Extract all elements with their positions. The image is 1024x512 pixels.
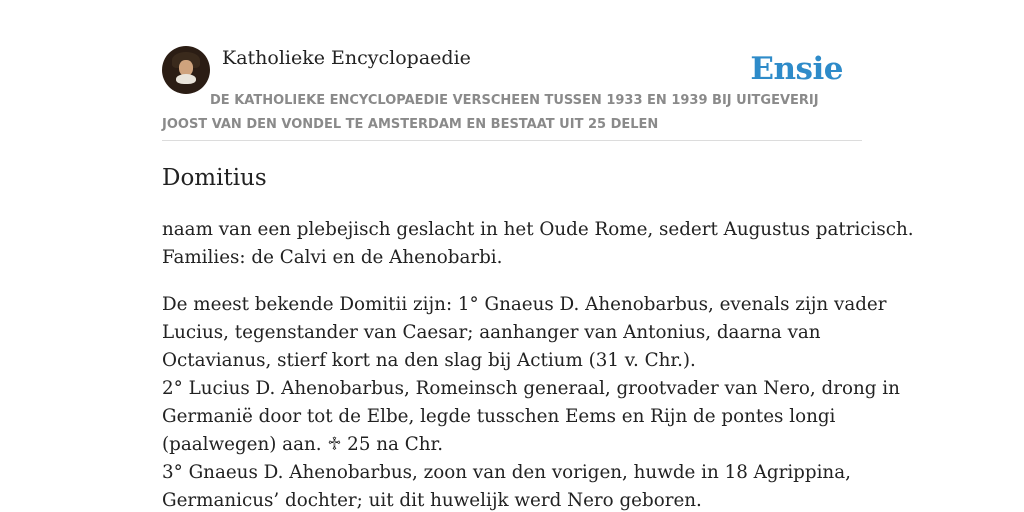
paragraph-line: Germanicus’ dochter; uit dit huwelijk werd Nero geboren. — [162, 490, 702, 511]
paragraph-line: (paalwegen) aan. ♱ 25 na Chr. — [162, 434, 444, 455]
paragraph-line: 3° Gnaeus D. Ahenobarbus, zoon van den vorigen, huwde in 18 Agrippina, — [162, 462, 851, 483]
site-header — [162, 0, 862, 141]
site-description: DE KATHOLIEKE ENCYCLOPAEDIE VERSCHEEN TUSSEN 1933 EN 1939 BIJ UITGEVERIJ JOOST VAN DEN VONDEL TE AMSTERDAM EN BESTAAT UIT 25 DELEN — [162, 93, 819, 132]
site-title-link[interactable]: Katholieke Encyclopaedie — [222, 47, 471, 69]
article-paragraph-2 — [162, 291, 900, 512]
portrait-avatar-icon[interactable] — [162, 46, 210, 94]
paragraph-line: 2° Lucius D. Ahenobarbus, Romeinsch generaal, grootvader van Nero, drong in — [162, 378, 900, 399]
article-paragraph-1 — [162, 216, 914, 272]
paragraph-line: De meest bekende Domitii zijn: 1° Gnaeus D. Ahenobarbus, evenals zijn vader — [162, 294, 887, 315]
brand-logo-link[interactable]: Ensie — [750, 51, 843, 87]
article-body — [162, 216, 914, 512]
paragraph-line: naam van een plebejisch geslacht in het Oude Rome, sedert Augustus patricisch. — [162, 219, 914, 240]
paragraph-line: Octavianus, stierf kort na den slag bij Actium (31 v. Chr.). — [162, 350, 696, 371]
page-container — [162, 0, 914, 511]
paragraph-line: Families: de Calvi en de Ahenobarbi. — [162, 247, 503, 268]
paragraph-line: Lucius, tegenstander van Caesar; aanhanger van Antonius, daarna van — [162, 322, 821, 343]
paragraph-line: Germanië door tot de Elbe, legde tusschen Eems en Rijn de pontes longi — [162, 406, 836, 427]
article-title: Domitius — [162, 165, 267, 191]
avatar-collar — [176, 74, 196, 84]
